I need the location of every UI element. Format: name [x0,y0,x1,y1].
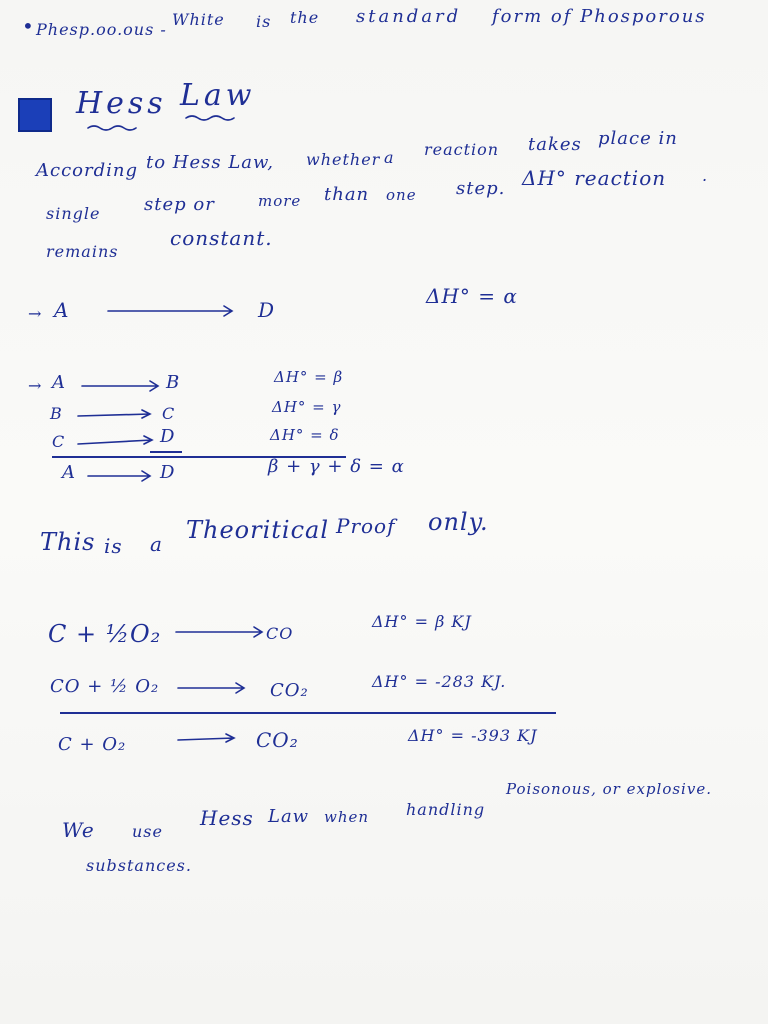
heading-law: Law [180,78,256,113]
note-word: Theoritical [186,516,330,544]
definition-word: remains [46,242,119,261]
reaction-enthalpy: ΔH° = -393 KJ [408,726,538,745]
reaction-enthalpy: ΔH° = β KJ [372,612,472,631]
definition-word: takes [528,134,582,155]
arrow-icon [178,734,234,742]
arrow-icon [176,627,262,637]
example2-total-to: D [160,462,176,483]
closing-word: Hess [200,806,254,830]
example2-total-enthalpy: β + γ + δ = α [268,456,405,477]
heading-underline [88,126,136,130]
definition-word: single [46,204,101,223]
note-word: a [150,532,163,556]
example1-from: A [54,298,70,322]
heading-underline [186,116,234,120]
definition-word: to Hess Law, [146,152,275,173]
closing-word: when [324,808,370,826]
arrow-icon [82,381,158,391]
reaction-enthalpy: ΔH° = -283 KJ. [372,672,507,691]
line1-text-5: standard [356,6,462,27]
definition-word: a [384,148,395,167]
definition-word: step. [456,178,506,199]
arrow-icon [78,410,150,418]
example2-row-enthalpy: ΔH° = β [274,368,344,386]
example2-row-enthalpy: ΔH° = γ [272,398,342,416]
reaction-rhs: CO₂ [256,728,299,752]
line1-text-4: the [290,8,320,27]
definition-word: than [324,184,370,205]
example1-enthalpy: ΔH° = α [426,284,518,308]
reaction-rhs: CO [266,624,294,643]
reaction-lhs: CO + ½ O₂ [50,676,160,697]
note-word: is [104,534,123,558]
heading-hess: Hess [76,86,167,121]
arrow-icon [178,683,244,693]
note-word: only. [428,508,489,536]
note-word: This [40,528,96,556]
line1-text-3: is [256,12,272,31]
example2-marker: → [28,376,43,395]
definition-word: . [702,166,709,185]
closing-word: Poisonous, or explosive. [506,780,712,798]
example1-marker: → [28,304,43,323]
definition-word: more [258,192,302,210]
example2-row-to: C [162,404,176,423]
arrow-icon [88,471,150,481]
arrow-icon [108,306,232,316]
closing-word: use [132,822,163,841]
example2-row-to: D [160,426,176,447]
closing-word: handling [406,800,486,819]
definition-word: reaction [424,140,500,159]
example2-row-from: A [52,372,66,393]
note-word: Proof [336,514,396,538]
reaction-lhs: C + ½O₂ [48,620,162,648]
example1-to: D [258,298,276,322]
example2-total-from: A [62,462,76,483]
definition-word: ΔH° reaction [522,166,667,190]
closing-word: substances. [86,856,192,875]
definition-word: whether [306,150,381,169]
example2-row-enthalpy: ΔH° = δ [270,426,340,444]
closing-word: Law [268,806,310,827]
line1-text-6: form of Phosporous [492,6,707,27]
example2-row-to: B [166,372,181,393]
definition-word: place in [598,128,678,149]
definition-word: one [386,186,417,204]
definition-word: According [36,160,138,181]
example2-row-from: C [52,432,66,451]
definition-word: constant. [170,226,273,250]
line1-text-2: White [172,10,225,29]
reaction-lhs: C + O₂ [58,734,127,755]
definition-word: step or [144,194,215,215]
example2-row-from: B [50,404,63,423]
bullet: • [22,14,35,38]
line1-text-1: Phesp.oo.ous - [36,20,167,39]
closing-word: We [62,818,95,842]
reaction-rhs: CO₂ [270,680,309,701]
arrow-icon [78,436,152,444]
